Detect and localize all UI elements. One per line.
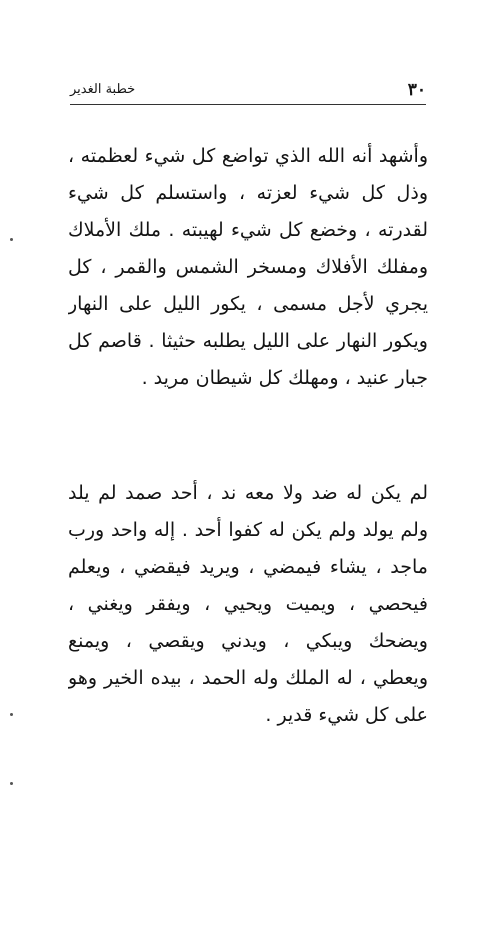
text-line: ويكور النهار على الليل يطلبه حثيثا . قاصم كل — [68, 330, 428, 352]
margin-speck — [10, 782, 13, 785]
paragraph-1 — [68, 138, 428, 397]
text-line: يجري لأجل مسمى ، يكور الليل على النهار — [68, 293, 428, 315]
text-line: ويعطي ، له الملك وله الحمد ، بيده الخير وهو — [68, 667, 428, 689]
page-number: ٣٠ — [407, 80, 426, 100]
text-line: وأشهد أنه الله الذي تواضع كل شيء لعظمته ، — [68, 145, 428, 167]
text-line: على كل شيء قدير . — [265, 704, 428, 726]
running-title: خطبة الغدير — [70, 82, 136, 97]
page-header — [70, 79, 426, 101]
margin-speck — [10, 238, 13, 241]
text-line: ويضحك ويبكي ، ويدني ويقصي ، ويمنع — [68, 630, 428, 652]
text-line: لقدرته ، وخضع كل شيء لهيبته . ملك الأملاك — [68, 219, 428, 241]
text-line: ولم يولد ولم يكن له كفوا أحد . إله واحد ورب — [68, 519, 428, 541]
text-line: لم يكن له ضد ولا معه ند ، أحد صمد لم يلد — [68, 482, 428, 504]
paragraph-2 — [68, 475, 428, 734]
text-line: وذل كل شيء لعزته ، واستسلم كل شيء — [68, 182, 428, 204]
header-divider — [70, 104, 426, 105]
text-line: جبار عنيد ، ومهلك كل شيطان مريد . — [141, 367, 428, 389]
text-line: ومفلك الأفلاك ومسخر الشمس والقمر ، كل — [68, 256, 428, 278]
text-line: ماجد ، يشاء فيمضي ، ويريد فيقضي ، ويعلم — [68, 556, 428, 578]
text-line: فيحصي ، ويميت ويحيي ، ويفقر ويغني ، — [68, 593, 428, 615]
margin-speck — [10, 713, 13, 716]
